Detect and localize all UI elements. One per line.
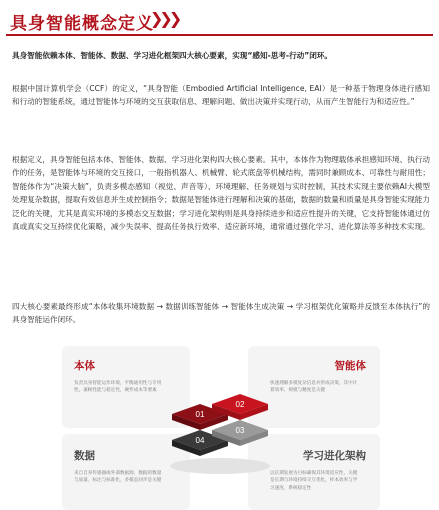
card-text-agent: 快速理解多模复杂信息并形成决策，其中计算效率、规模与精度是关键 — [270, 381, 358, 394]
tile-shadow — [170, 458, 270, 474]
title-underline — [6, 34, 433, 36]
section-title: 具身智能概念定义 — [10, 14, 154, 34]
card-text-data: 来自自身传感器或外部数据源，数据的数量与质量，标注与标准化，多模态同步是关键 — [74, 471, 162, 484]
card-title-data: 数据 — [74, 450, 95, 462]
card-title-learning: 学习进化架构 — [303, 450, 366, 462]
isometric-tiles-graphic — [164, 382, 276, 480]
lead-paragraph: 具身智能依赖本体、智能体、数据、学习进化框架四大核心要素，实现“感知-思考-行动”闭环。 — [12, 51, 333, 60]
chevrons-icon: ❯❯❯ — [150, 9, 179, 28]
tile-number-02: 02 — [235, 400, 245, 409]
card-text-body: 负责具身智能运作环境，平衡通用性与专用性，兼顾性能与稳定性，硬件成本等要素 — [74, 381, 162, 394]
loop-paragraph: 四大核心要素最终形成“本体收集环境数据 → 数据训练智能体 → 智能体生成决策 → 学习框架优化策略并反馈至本体执行”的具身智能运作闭环。 — [12, 302, 430, 325]
tile-number-04: 04 — [195, 436, 205, 445]
card-text-learning: 以长期发展为目标确保其环境适应性，关键是长期与环境持续交互优化，样本效率与学习速度，系统稳定性 — [270, 471, 358, 491]
definition-paragraph: 根据中国计算机学会（CCF）的定义，“具身智能（Embodied Artificial Intelligence, EAI）是一种基于物理身体进行感知和行动的智能系统，通过智能体与环境的交互获取信息、理解问题、做出决策并实现行动，从而产生智能行为和适应性。” — [12, 84, 430, 107]
tile-number-03: 03 — [235, 426, 245, 435]
elements-paragraph: 根据定义，具身智能包括本体、智能体、数据、学习进化架构四大核心要素。其中，本体作为物理载体承担感知环境、执行动作的任务，是智能体与环境的交互接口，一般指机器人、机械臂、轮式底盘等机械结构，需同时兼顾成本、可靠性与耐用性；智能体作为“决策大脑”，负责多模态感知（视觉、声音等）、环境理解、任务规划与实时控制，其技术实现主要依赖AI大模型处理复杂数据，提取有效信息并生成控制指令；数据是智能体进行理解和决策的基础，数据的数量和质量是具身智能实现能力泛化的关键，尤其是真实环境的多模态交互数据；学习进化架构则是具身持续进步和适应性提升的关键，它支持智能体通过仿真或真实交互持续优化策略，减少失误率、提高任务执行效率、适应新环境，通常通过强化学习、进化算法等多种技术实现。 — [12, 155, 430, 232]
four-elements-diagram — [62, 346, 380, 510]
tile-number-01: 01 — [195, 410, 205, 419]
card-title-body: 本体 — [74, 360, 95, 372]
card-title-agent: 智能体 — [334, 360, 366, 372]
section-header — [6, 6, 433, 36]
